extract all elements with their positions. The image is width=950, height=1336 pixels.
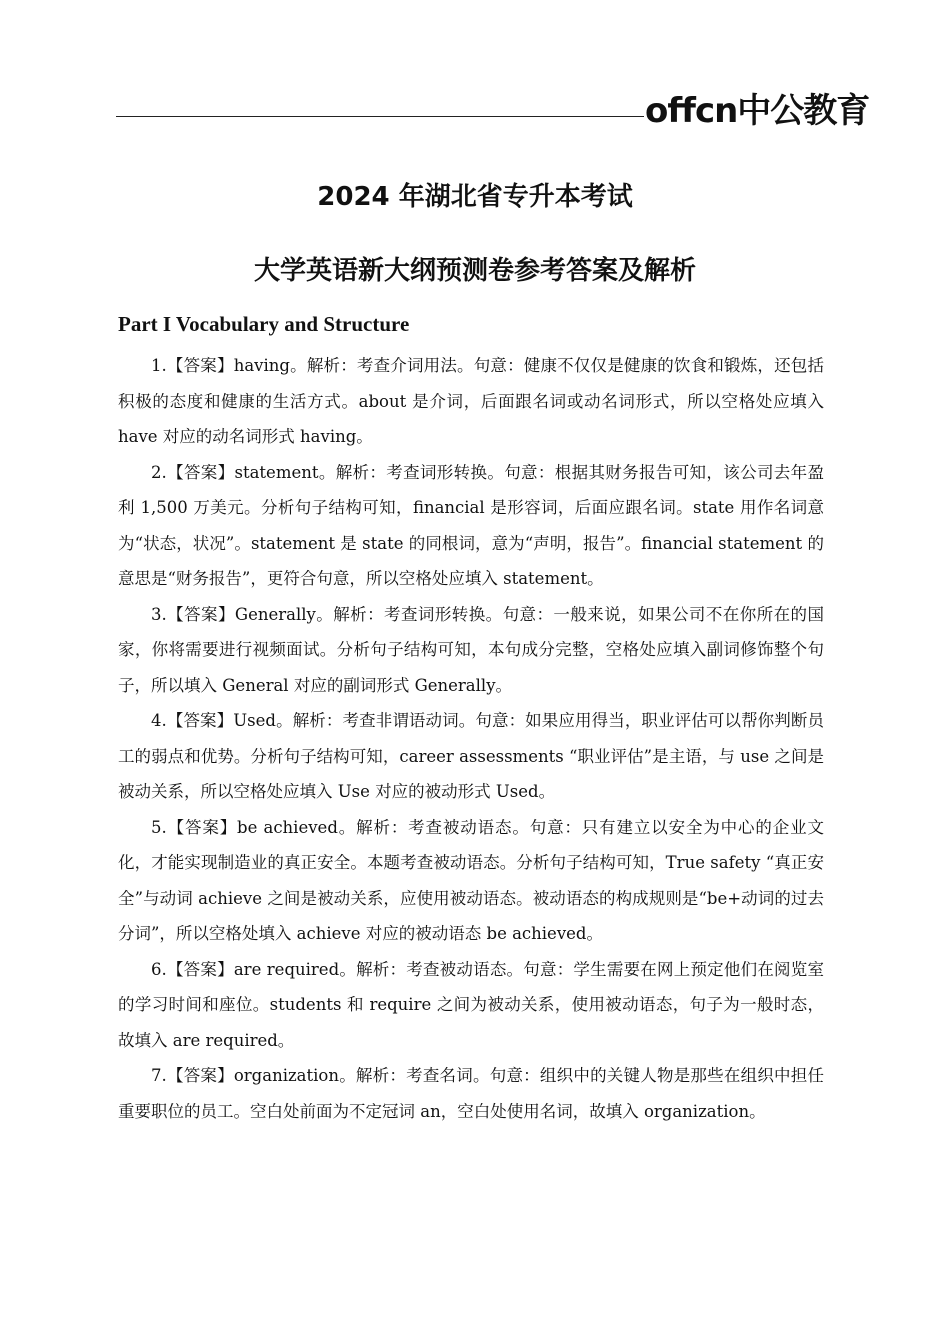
answer-item-1: 1.【答案】having。解析：考查介词用法。句意：健康不仅仅是健康的饮食和锻炼，还包括积极的态度和健康的生活方式。about 是介词，后面跟名词或动名词形式，所以空格处应填入 have 对应的动名词形式 having。	[118, 356, 824, 446]
answer-list	[118, 348, 824, 1129]
logo-text: offcn中公教育	[645, 91, 870, 131]
offcn-logo	[645, 86, 870, 131]
document-title: 2024 年湖北省专升本考试	[317, 182, 633, 212]
answer-item-5: 5.【答案】be achieved。解析：考查被动语态。句意：只有建立以安全为中心的企业文化，才能实现制造业的真正安全。本题考查被动语态。分析句子结构可知，True safety “真正安全”与动词 achieve 之间是被动关系，应使用被动语态。被动语态的构成规则是“be+动词的过去分词”，所以空格处填入 achieve 对应的被动语态 be achieved。	[118, 817, 824, 943]
answer-item-3: 3.【答案】Generally。解析：考查词形转换。句意：一般来说，如果公司不在你所在的国家，你将需要进行视频面试。分析句子结构可知，本句成分完整，空格处应填入副词修饰整个句子，所以填入 General 对应的副词形式 Generally。	[118, 604, 824, 695]
answer-item-7: 7.【答案】organization。解析：考查名词。句意：组织中的关键人物是那些在组织中担任重要职位的员工。空白处前面为不定冠词 an，空白处使用名词，故填入 organization。	[118, 1066, 824, 1121]
section-heading: Part I Vocabulary and Structure	[118, 312, 410, 336]
answer-item-4: 4.【答案】Used。解析：考查非谓语动词。句意：如果应用得当，职业评估可以帮你判断员工的弱点和优势。分析句子结构可知，career assessments “职业评估”是主语，与 use 之间是被动关系，所以空格处应填入 Use 对应的被动形式 Used。	[118, 711, 824, 801]
answer-item-6: 6.【答案】are required。解析：考查被动语态。句意：学生需要在网上预定他们在阅览室的学习时间和座位。students 和 require 之间为被动关系，使用被动语态，句子为一般时态，故填入 are required。	[118, 959, 824, 1050]
document-subtitle: 大学英语新大纲预测卷参考答案及解析	[253, 256, 696, 286]
answer-item-2: 2.【答案】statement。解析：考查词形转换。句意：根据其财务报告可知，该公司去年盈利 1,500 万美元。分析句子结构可知，financial 是形容词，后面应跟名词。state 用作名词意为“状态，状况”。statement 是 state 的同根词，意为“声明，报告”。financial statement 的意思是“财务报告”，更符合句意，所以空格处应填入 statement。	[118, 462, 824, 588]
header-rule	[116, 116, 644, 117]
